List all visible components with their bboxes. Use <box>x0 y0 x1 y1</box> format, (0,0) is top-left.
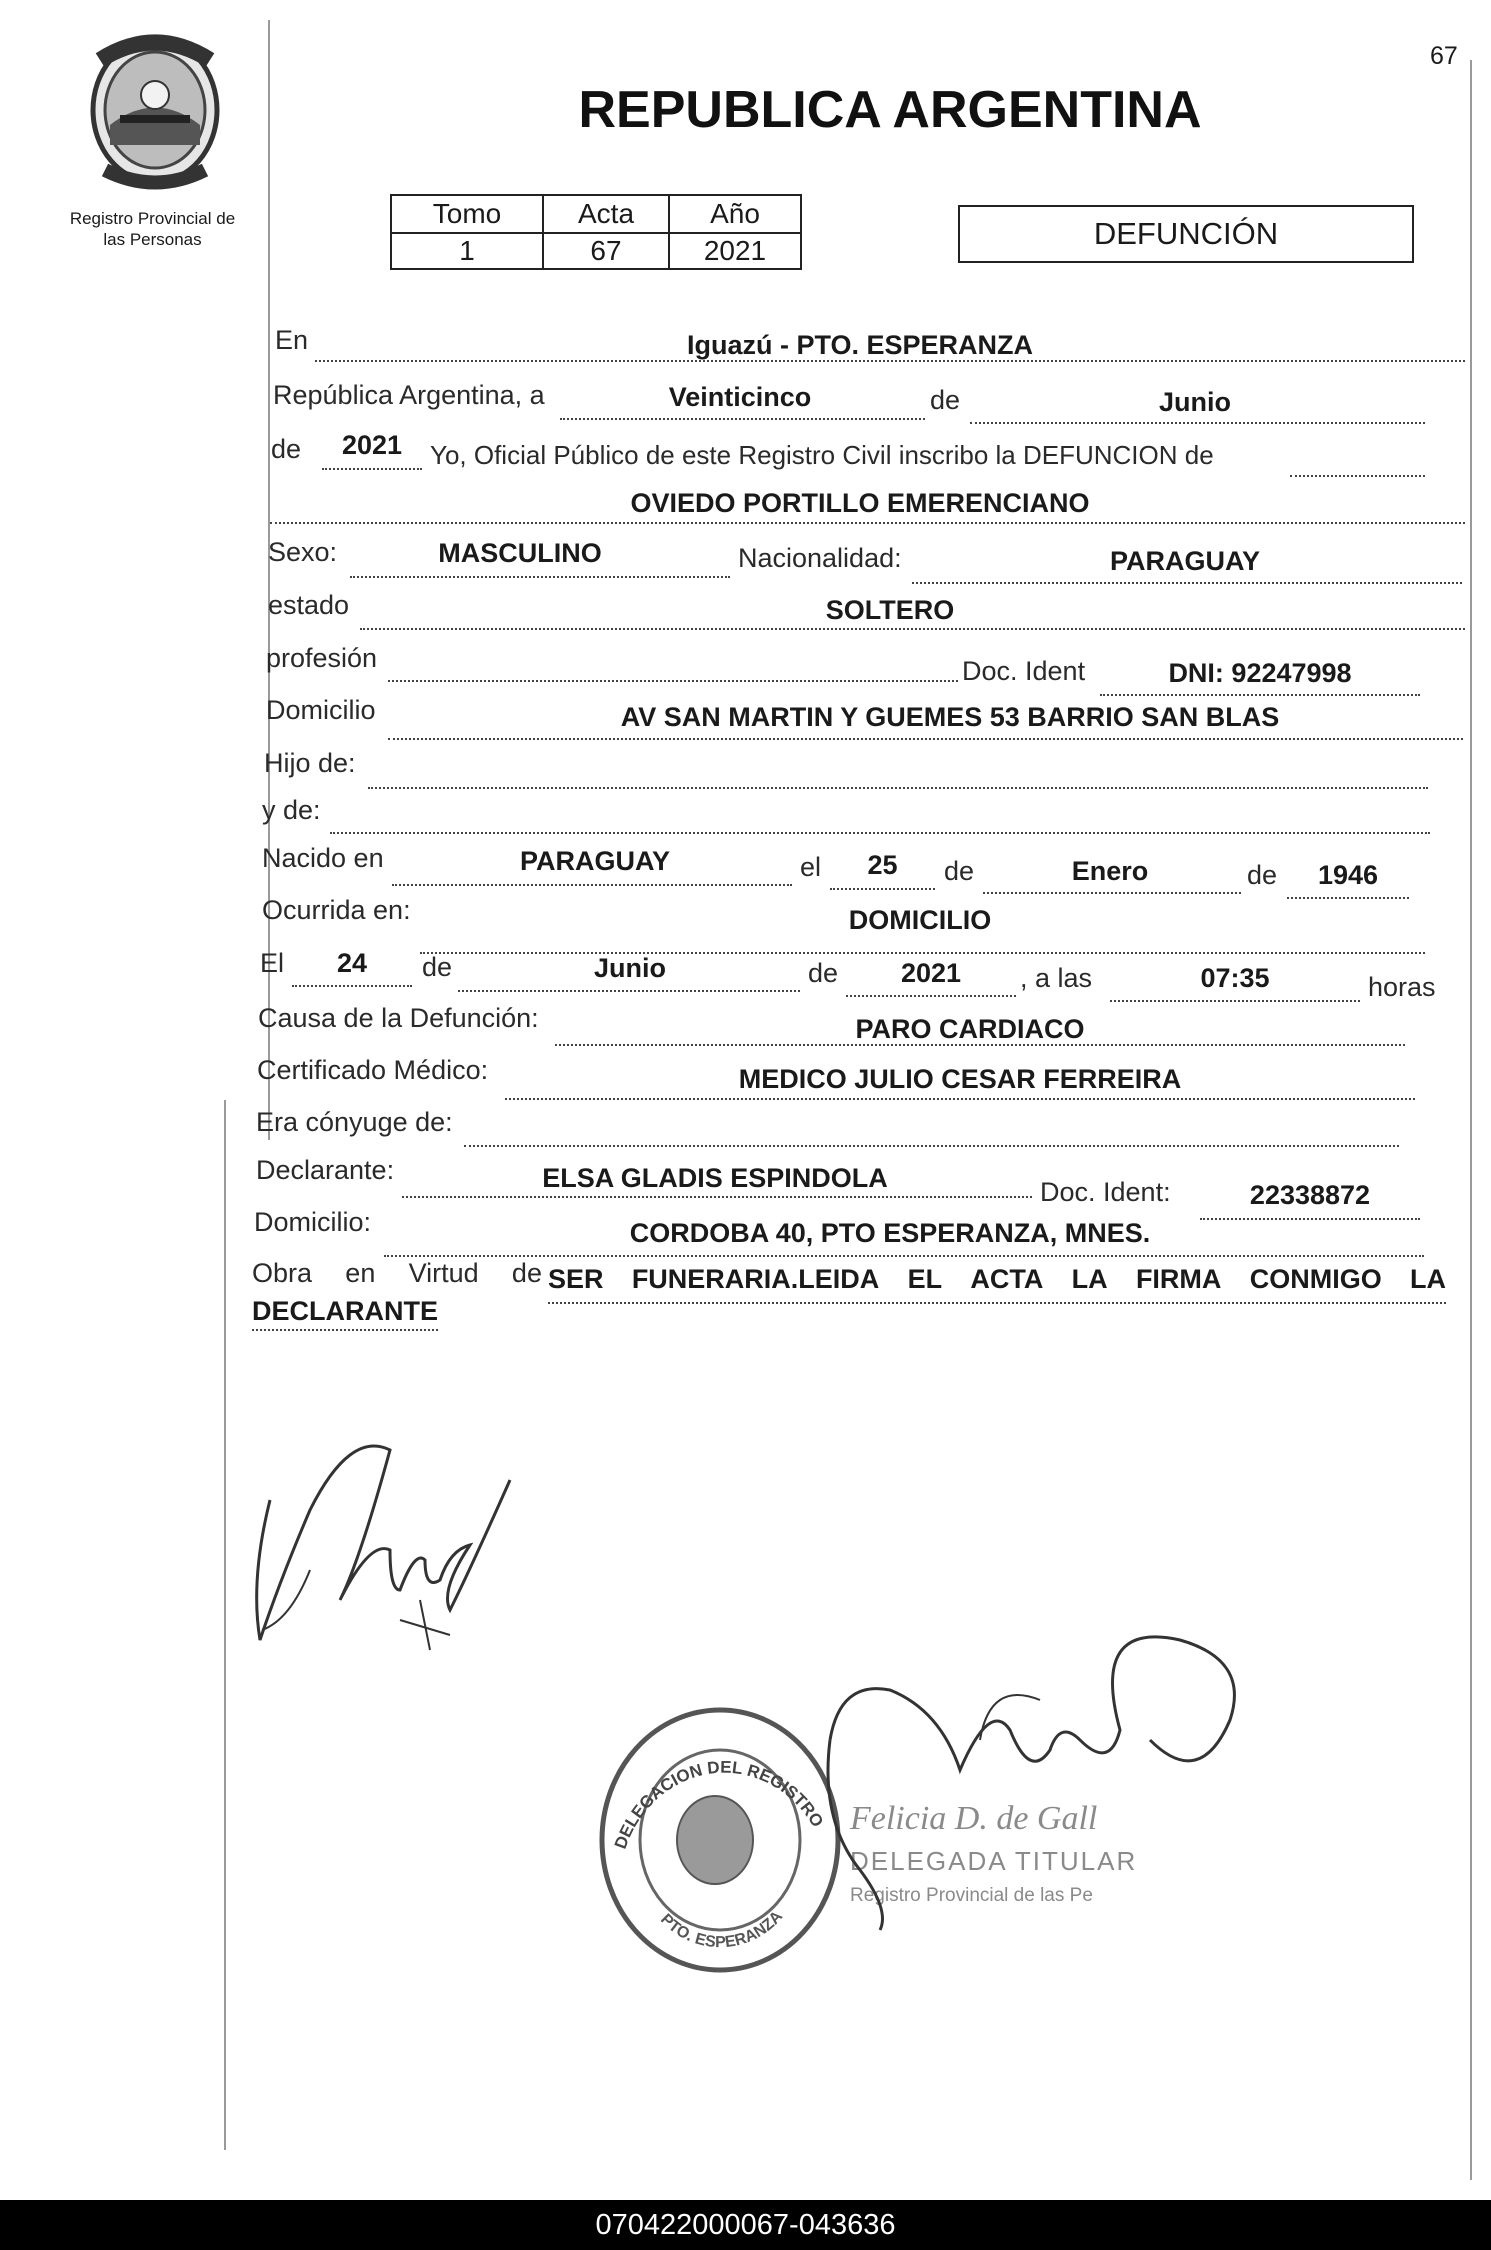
obra-value-word: FUNERARIA.LEIDA <box>631 1264 880 1294</box>
register-acta: 67 <box>543 233 669 269</box>
obra-value-word: EL <box>907 1264 943 1294</box>
domicilio2-line <box>384 1255 1424 1257</box>
register-tomo: 1 <box>391 233 543 269</box>
nacionalidad-label: Nacionalidad: <box>738 543 902 573</box>
birth-day-line <box>830 888 935 890</box>
register-anio: 2021 <box>669 233 801 269</box>
certificado-line <box>505 1098 1415 1100</box>
certificado-value: MEDICO JULIO CESAR FERREIRA <box>738 1064 1182 1094</box>
alas-label: , a las <box>1020 963 1093 993</box>
doc-ident2-label: Doc. Ident: <box>1040 1177 1171 1207</box>
domicilio-value: AV SAN MARTIN Y GUEMES 53 BARRIO SAN BLAS <box>620 702 1280 732</box>
domicilio-label: Domicilio <box>266 695 376 725</box>
el2-label: El <box>260 948 285 978</box>
obra-value-word: ACTA <box>970 1264 1044 1294</box>
death-year-line <box>846 995 1016 997</box>
obra-value-line2: DECLARANTE <box>252 1296 438 1331</box>
ocurrida-value: DOMICILIO <box>848 905 992 935</box>
obra-value-word: SER <box>548 1264 604 1294</box>
declarante-value: ELSA GLADIS ESPINDOLA <box>542 1163 888 1193</box>
obra-word: en <box>345 1258 376 1288</box>
profesion-line <box>388 680 958 682</box>
nacionalidad-line <box>912 582 1462 584</box>
obra-word: Obra <box>252 1258 313 1288</box>
obra-word: Virtud <box>408 1258 479 1288</box>
officer-registry: Registro Provincial de las Pe <box>850 1885 1093 1906</box>
register-value-row <box>391 233 801 269</box>
death-day: 24 <box>336 948 368 978</box>
death-year: 2021 <box>900 958 962 988</box>
seal-text-top: DELEGACION DEL REGISTRO <box>610 1757 828 1852</box>
profesion-label: profesión <box>266 643 378 673</box>
estado-line <box>360 628 1465 630</box>
day-word: Veinticinco <box>668 382 812 412</box>
page-title: REPUBLICA ARGENTINA <box>578 81 1202 139</box>
registry-line-1: Registro Provincial de <box>69 209 236 228</box>
nacionalidad-value: PARAGUAY <box>1109 546 1261 576</box>
obra-word: de <box>511 1258 542 1288</box>
estado-value: SOLTERO <box>825 595 955 625</box>
declarante-domicilio: CORDOBA 40, PTO ESPERANZA, MNES. <box>629 1218 1151 1248</box>
obra-line-1 <box>548 1302 1446 1304</box>
page-number: 67 <box>1430 42 1458 70</box>
footer-code: 070422000067-043636 <box>0 2200 1491 2250</box>
month-line <box>970 422 1425 424</box>
officer-signature <box>240 1420 520 1670</box>
death-time: 07:35 <box>1200 963 1270 993</box>
el-label: el <box>800 852 822 882</box>
yde-label: y de: <box>262 795 321 825</box>
registrar-signature <box>820 1620 1260 1950</box>
officer-name: Felicia D. de Gall <box>850 1800 1098 1837</box>
register-table <box>390 194 802 270</box>
obra-value-word: FIRMA <box>1135 1264 1222 1294</box>
name-line <box>270 522 1465 524</box>
nacido-line <box>392 884 792 886</box>
de-label-4: de <box>1247 860 1278 890</box>
document-type-box: DEFUNCIÓN <box>958 205 1414 263</box>
birth-month-line <box>983 892 1241 894</box>
birth-month: Enero <box>1071 856 1149 886</box>
doc-ident-line <box>1100 694 1420 696</box>
obra-value-word: LA <box>1071 1264 1108 1294</box>
left-margin-line-lower <box>224 1100 226 2150</box>
doc-ident-value: DNI: 92247998 <box>1168 658 1352 688</box>
register-header-row <box>391 195 801 233</box>
declarante-label: Declarante: <box>256 1155 395 1185</box>
birth-year: 1946 <box>1317 860 1379 890</box>
day-line <box>560 418 925 420</box>
domicilio2-label: Domicilio: <box>254 1207 372 1237</box>
registry-line-2: las Personas <box>103 230 202 249</box>
de-label-1: de <box>930 385 961 415</box>
declarante-doc-line <box>1200 1218 1420 1220</box>
death-month: Junio <box>594 953 666 983</box>
death-time-line <box>1110 1000 1360 1002</box>
causa-label: Causa de la Defunción: <box>258 1003 539 1033</box>
en-value: Iguazú - PTO. ESPERANZA <box>686 330 1034 360</box>
obra-value-line1 <box>548 1264 1446 1295</box>
domicilio-line <box>388 738 1463 740</box>
conyuge-line <box>464 1145 1399 1147</box>
de-label-6: de <box>808 958 839 988</box>
officer-statement: Yo, Oficial Público de este Registro Civil inscribo la DEFUNCION de <box>430 440 1214 470</box>
register-header-tomo: Tomo <box>391 195 543 233</box>
declarante-line <box>402 1196 1032 1198</box>
register-header-acta: Acta <box>543 195 669 233</box>
month-value: Junio <box>1159 387 1231 417</box>
en-label: En <box>275 325 309 355</box>
estado-label: estado <box>268 590 350 620</box>
de-label-2: de <box>271 434 302 464</box>
de-label-3: de <box>944 856 975 886</box>
conyuge-label: Era cónyuge de: <box>256 1107 453 1137</box>
registry-name <box>40 208 265 250</box>
death-month-line <box>458 990 800 992</box>
hijo-label: Hijo de: <box>264 748 356 778</box>
republica-label: República Argentina, a <box>273 380 545 410</box>
statement-line <box>1290 475 1425 477</box>
birth-year-line <box>1287 897 1409 899</box>
registry-round-seal <box>590 1690 850 1980</box>
ocurrida-label: Ocurrida en: <box>262 895 411 925</box>
right-margin-line <box>1470 60 1472 2180</box>
province-seal-logo <box>80 30 230 190</box>
obra-value-word: LA <box>1409 1264 1446 1294</box>
certificado-label: Certificado Médico: <box>257 1055 489 1085</box>
obra-value-word: CONMIGO <box>1249 1264 1382 1294</box>
horas-label: horas <box>1368 972 1436 1002</box>
obra-label <box>252 1258 542 1289</box>
doc-ident-label: Doc. Ident <box>962 656 1086 686</box>
nacido-value: PARAGUAY <box>519 846 671 876</box>
sexo-value: MASCULINO <box>438 538 602 568</box>
year-line <box>322 468 422 470</box>
register-header-anio: Año <box>669 195 801 233</box>
declarante-doc: 22338872 <box>1249 1180 1371 1210</box>
deceased-name: OVIEDO PORTILLO EMERENCIANO <box>630 488 1090 518</box>
de-label-5: de <box>422 952 453 982</box>
year-value: 2021 <box>341 430 403 460</box>
causa-value: PARO CARDIACO <box>855 1014 1085 1044</box>
seal-text-bottom: PTO. ESPERANZA <box>657 1907 787 1952</box>
birth-day: 25 <box>867 850 898 880</box>
officer-title: DELEGADA TITULAR <box>850 1846 1138 1876</box>
sexo-line <box>350 576 730 578</box>
death-day-line <box>292 985 412 987</box>
sexo-label: Sexo: <box>268 537 338 567</box>
yde-line <box>330 832 1430 834</box>
nacido-label: Nacido en <box>262 843 384 873</box>
hijo-line <box>368 787 1428 789</box>
